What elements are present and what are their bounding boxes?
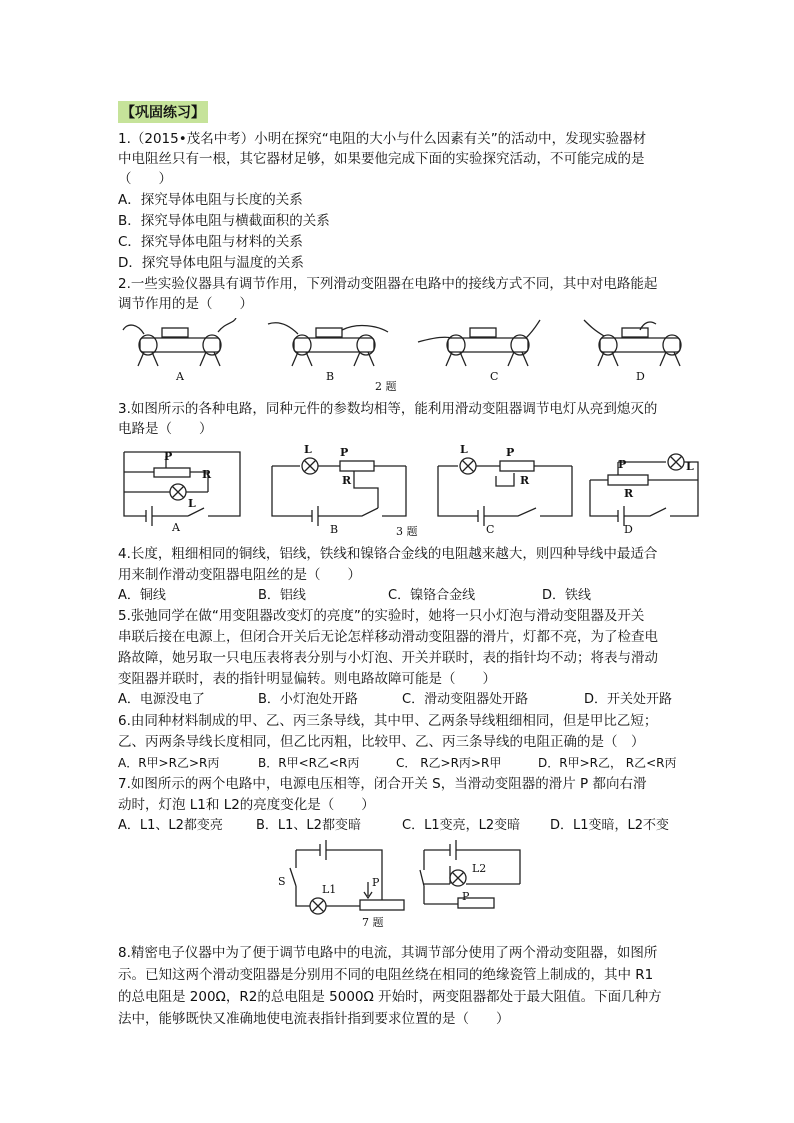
q1-option-d: D．探究导体电阻与温度的关系 — [118, 255, 304, 271]
q6-option-c: C． R乙>R丙>R甲 — [396, 756, 502, 770]
q3-a-p: P — [164, 450, 173, 463]
rheostat-c — [418, 320, 540, 366]
q5-option-d: D．开关处开路 — [584, 692, 673, 707]
q3-b-l: L — [304, 443, 312, 456]
q1-option-a: A．探究导体电阻与长度的关系 — [118, 192, 303, 208]
q3-b-p: P — [340, 446, 349, 459]
q3-c-l: L — [460, 443, 468, 456]
q7-p1-label: P — [372, 876, 380, 889]
q7-l2-label: L2 — [472, 862, 487, 875]
q7-line-1: 7.如图所示的两个电路中，电源电压相等，闭合开关 S，当滑动变阻器的滑片 P 都向右滑 — [118, 776, 647, 792]
rheostat-a — [123, 318, 236, 366]
q3-line-2: 电路是（ ） — [118, 421, 213, 437]
q8-line-4: 法中，能够既快又准确地使电流表指针指到要求位置的是（ ） — [118, 1011, 510, 1027]
q1-line-2: 中电阻丝只有一根，其它器材足够，如果要他完成下面的实验探究活动，不可能完成的是 — [118, 151, 645, 167]
circuit-a — [124, 452, 240, 526]
q4-option-b: B．铝线 — [258, 588, 306, 603]
q4-line-1: 4.长度，粗细相同的铜线，铝线，铁线和镍铬合金线的电阻越来越大，则四种导线中最适合 — [118, 546, 658, 562]
q3-line-1: 3.如图所示的各种电路，同种元件的参数均相等，能利用滑动变阻器调节电灯从亮到熄灭的 — [118, 401, 658, 417]
circuit-b — [272, 458, 406, 526]
q4-option-c: C．镍铬合金线 — [388, 588, 476, 603]
q2-fig-label-c: C — [490, 370, 499, 383]
q7-l1-label: L1 — [322, 883, 337, 896]
q3-d-r: R — [624, 487, 634, 500]
q3-d-l: L — [686, 460, 694, 473]
q3-b-r: R — [342, 474, 352, 487]
section-title: 【巩固练习】 — [118, 101, 208, 123]
q7-option-c: C．L1变亮，L2变暗 — [402, 818, 521, 833]
q7-s-label: S — [278, 875, 286, 888]
q7-option-b: B．L1、L2都变暗 — [256, 818, 361, 833]
q3-a-r: R — [202, 468, 212, 481]
q5-line-2: 串联后接在电源上，但闭合开关后无论怎样移动滑动变阻器的滑片，灯都不亮，为了检查电 — [118, 629, 658, 645]
q2-line-2: 调节作用的是（ ） — [118, 296, 253, 312]
q2-rheostat-figure — [118, 318, 698, 394]
q3-fig-label-b: B — [330, 523, 339, 536]
q6-line-2: 乙、丙两条导线长度相同，但乙比丙粗，比较甲、乙、丙三条导线的电阻正确的是（ ） — [118, 734, 645, 750]
q2-line-1: 2.一些实验仪器具有调节作用，下列滑动变阻器在电路中的接线方式不同，其中对电路能起 — [118, 276, 658, 292]
q3-fig-label-a: A — [172, 521, 180, 534]
q2-fig-label-a: A — [176, 370, 184, 383]
q2-fig-caption: 2 题 — [375, 380, 397, 393]
q3-c-r: R — [520, 474, 530, 487]
q8-line-2: 示。已知这两个滑动变阻器是分别用不同的电阻丝绕在相同的绝缘瓷管上制成的，其中 R1 — [118, 967, 654, 983]
q7-option-d: D．L1变暗，L2不变 — [550, 818, 670, 833]
q1-option-c: C．探究导体电阻与材料的关系 — [118, 234, 303, 250]
q6-option-a: A．R甲>R乙>R丙 — [118, 756, 220, 770]
q4-option-a: A．铜线 — [118, 588, 166, 603]
q7-circuit-figure — [270, 838, 530, 930]
q5-option-a: A．电源没电了 — [118, 692, 205, 707]
q7-line-2: 动时，灯泡 L1和 L2的亮度变化是（ ） — [118, 797, 375, 813]
q8-line-3: 的总电阻是 200Ω，R2的总电阻是 5000Ω 开始时，两变阻器都处于最大阻值。下面几种方 — [118, 989, 662, 1005]
q2-fig-label-b: B — [326, 370, 335, 383]
q3-fig-caption: 3 题 — [396, 525, 418, 538]
q3-c-p: P — [506, 446, 515, 459]
q6-option-d: D．R甲>R乙， R乙<R丙 — [538, 756, 677, 770]
q1-option-b: B．探究导体电阻与横截面积的关系 — [118, 213, 330, 229]
q4-line-2: 用来制作滑动变阻器电阻丝的是（ ） — [118, 567, 361, 583]
q3-fig-label-d: D — [624, 523, 633, 536]
circuit-l1 — [290, 840, 404, 914]
circuit-d — [590, 454, 698, 526]
circuit-c — [438, 458, 572, 526]
q5-option-b: B．小灯泡处开路 — [258, 692, 358, 707]
q5-option-c: C．滑动变阻器处开路 — [402, 692, 529, 707]
rheostat-d — [584, 320, 681, 366]
rheostat-b — [268, 323, 388, 366]
q5-line-3: 路故障，她另取一只电压表将表分别与小灯泡、开关并联时，表的指针均不动；将表与滑动 — [118, 650, 658, 666]
q3-fig-label-c: C — [486, 523, 495, 536]
q4-option-d: D．铁线 — [542, 588, 592, 603]
q6-line-1: 6.由同种材料制成的甲、乙、丙三条导线，其中甲、乙两条导线粗细相同，但是甲比乙短； — [118, 713, 658, 729]
q6-option-b: B．R甲<R乙<R丙 — [258, 756, 360, 770]
q2-fig-label-d: D — [636, 370, 645, 383]
q1-line-3: （ ） — [118, 171, 172, 187]
q3-a-l: L — [188, 497, 196, 510]
q8-line-1: 8.精密电子仪器中为了便于调节电路中的电流，其调节部分使用了两个滑动变阻器，如图所 — [118, 945, 658, 961]
q1-line-1: 1.（2015•茂名中考）小明在探究“电阻的大小与什么因素有关”的活动中，发现实验器材 — [118, 131, 647, 147]
q7-fig-caption: 7 题 — [362, 916, 384, 929]
q7-option-a: A．L1、L2都变亮 — [118, 818, 223, 833]
q3-d-p: P — [618, 458, 627, 471]
q5-line-1: 5.张弛同学在做“用变阻器改变灯的亮度”的实验时，她将一只小灯泡与滑动变阻器及开关 — [118, 608, 645, 624]
circuit-l2 — [420, 840, 520, 908]
q7-p2-label: P — [462, 890, 470, 903]
q5-line-4: 变阻器并联时，表的指针明显偏转。则电路故障可能是（ ） — [118, 671, 496, 687]
